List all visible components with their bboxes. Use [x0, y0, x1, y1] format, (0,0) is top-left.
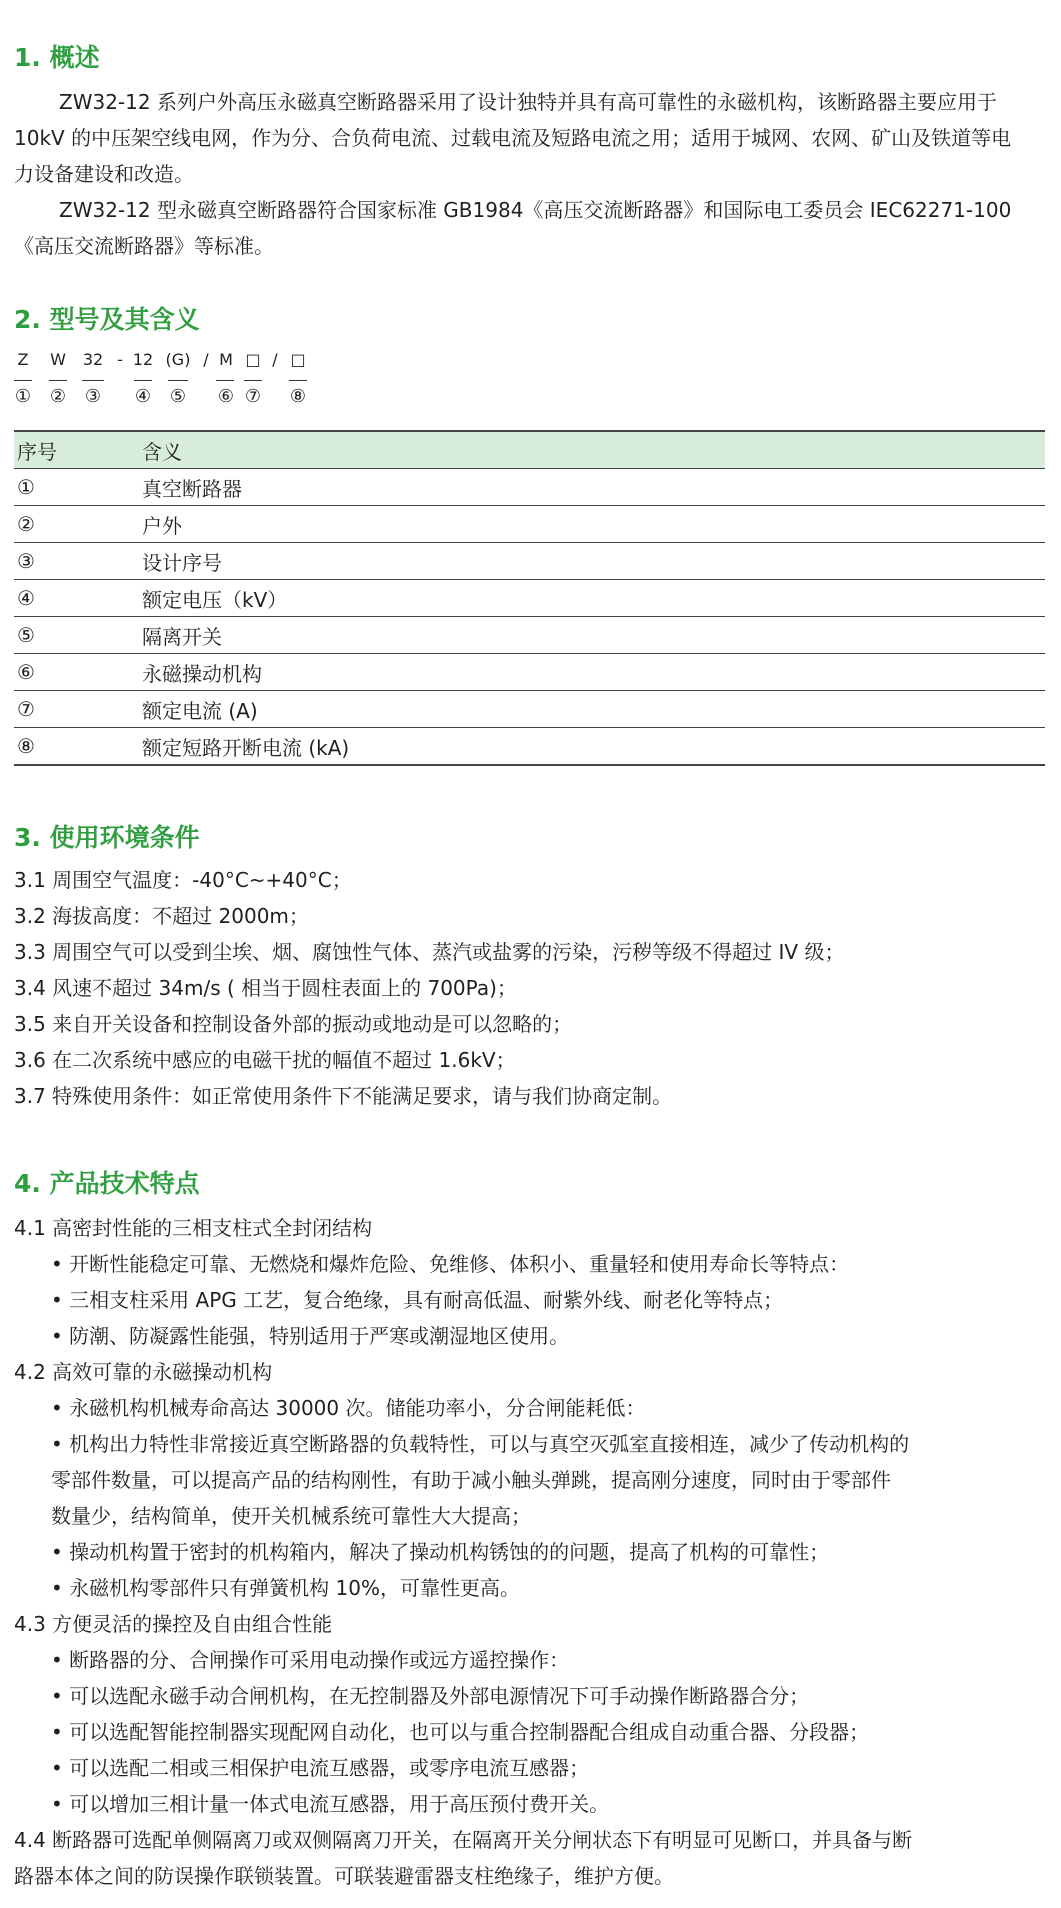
code-number: ⑦: [244, 386, 262, 407]
table-cell: ②: [14, 506, 142, 543]
code-number: ③: [84, 386, 102, 407]
code-char: □: [245, 350, 261, 369]
table-cell: 设计序号: [142, 543, 1045, 580]
code-underline: [14, 380, 32, 381]
table-row: [14, 469, 1045, 506]
code-char: -: [117, 350, 123, 369]
table-header-row: [14, 431, 1045, 469]
code-char: Z: [17, 350, 29, 369]
condition-item: 3.3 周围空气可以受到尘埃、烟、腐蚀性气体、蒸汽或盐雾的污染，污秽等级不得超过 IV 级；: [14, 940, 845, 964]
code-char: □: [290, 350, 306, 369]
table-cell: 隔离开关: [142, 617, 1045, 654]
code-char: 12: [132, 350, 154, 369]
feature-bullet: • 三相支柱采用 APG 工艺，复合绝缘，具有耐高低温、耐紫外线、耐老化等特点；: [51, 1288, 784, 1312]
table-header: 含义: [142, 431, 1045, 469]
code-number: ②: [49, 386, 67, 407]
code-char: W: [50, 350, 66, 369]
table-row: [14, 691, 1045, 728]
code-underline: [134, 380, 152, 381]
table-row: [14, 617, 1045, 654]
code-underline: [168, 380, 188, 381]
feature-heading-4-2: 4.2 高效可靠的永磁操动机构: [14, 1360, 273, 1384]
code-char: 32: [82, 350, 104, 369]
feature-bullet: • 永磁机构机械寿命高达 30000 次。储能功率小，分合闸能耗低：: [51, 1396, 646, 1420]
feature-bullet: • 断路器的分、合闸操作可采用电动操作或远方遥控操作：: [51, 1648, 570, 1672]
section-1-paragraph-2: ZW32-12 型永磁真空断路器符合国家标准 GB1984《高压交流断路器》和国际电工委员会 IEC62271-100《高压交流断路器》等标准。: [14, 198, 1012, 258]
table-row: [14, 654, 1045, 691]
feature-heading-4-1: 4.1 高密封性能的三相支柱式全封闭结构: [14, 1216, 373, 1240]
feature-bullet: • 开断性能稳定可靠、无燃烧和爆炸危险、免维修、体积小、重量轻和使用寿命长等特点：: [51, 1252, 850, 1276]
code-number: ④: [134, 386, 152, 407]
feature-bullet: • 可以增加三相计量一体式电流互感器，用于高压预付费开关。: [51, 1792, 610, 1816]
feature-bullet-continuation: 零部件数量，可以提高产品的结构刚性，有助于减小触头弹跳，提高刚分速度，同时由于零部件: [51, 1468, 891, 1492]
code-char: /: [272, 350, 278, 369]
table-cell: ⑧: [14, 728, 142, 766]
section-3-title: 3. 使用环境条件: [14, 823, 200, 852]
model-code: [0, 350, 400, 410]
feature-bullet: • 操动机构置于密封的机构箱内，解决了操动机构锈蚀的的问题，提高了机构的可靠性；: [51, 1540, 830, 1564]
table-cell: ⑦: [14, 691, 142, 728]
condition-item: 3.2 海拔高度：不超过 2000m；: [14, 904, 309, 928]
table-cell: ④: [14, 580, 142, 617]
condition-item: 3.1 周围空气温度：-40°C~+40°C；: [14, 868, 352, 892]
code-number: ⑤: [169, 386, 187, 407]
table-row: [14, 543, 1045, 580]
feature-heading-4-4-continuation: 路器本体之间的防误操作联锁装置。可联装避雷器支柱绝缘子，维护方便。: [14, 1864, 674, 1888]
condition-item: 3.5 来自开关设备和控制设备外部的振动或地动是可以忽略的；: [14, 1012, 573, 1036]
table-cell: ③: [14, 543, 142, 580]
code-number: ⑥: [217, 386, 235, 407]
code-number: ⑧: [289, 386, 307, 407]
table-cell: 额定电压（kV）: [142, 580, 1045, 617]
table-cell: ⑥: [14, 654, 142, 691]
table-cell: 永磁操动机构: [142, 654, 1045, 691]
model-meaning-table: [14, 430, 1045, 766]
feature-bullet: • 可以选配永磁手动合闸机构，在无控制器及外部电源情况下可手动操作断路器合分；: [51, 1684, 810, 1708]
table-cell: ①: [14, 469, 142, 506]
feature-bullet: • 永磁机构零部件只有弹簧机构 10%，可靠性更高。: [51, 1576, 520, 1600]
code-number: ①: [14, 386, 32, 407]
condition-item: 3.4 风速不超过 34m/s ( 相当于圆柱表面上的 700Pa)；: [14, 976, 517, 1000]
table-cell: 真空断路器: [142, 469, 1045, 506]
table-row: [14, 728, 1045, 766]
feature-bullet: • 可以选配二相或三相保护电流互感器，或零序电流互感器；: [51, 1756, 590, 1780]
condition-item: 3.7 特殊使用条件：如正常使用条件下不能满足要求，请与我们协商定制。: [14, 1084, 673, 1108]
code-underline: [244, 380, 262, 381]
section-2-title: 2. 型号及其含义: [14, 305, 200, 334]
code-char: (G): [165, 350, 191, 369]
table-cell: 额定短路开断电流 (kA): [142, 728, 1045, 766]
table-header: 序号: [14, 431, 142, 469]
section-1-paragraph-1: ZW32-12 系列户外高压永磁真空断路器采用了设计独特并具有高可靠性的永磁机构，该断路器主要应用于 10kV 的中压架空线电网，作为分、合负荷电流、过载电流及短路电流之用；适用于城网、农网、矿山及铁道等电力设备建设和改造。: [14, 90, 1012, 186]
section-4-title: 4. 产品技术特点: [14, 1169, 200, 1198]
table-row: [14, 506, 1045, 543]
code-underline: [216, 380, 234, 381]
feature-bullet: • 可以选配智能控制器实现配网自动化，也可以与重合控制器配合组成自动重合器、分段器；: [51, 1720, 870, 1744]
code-char: /: [203, 350, 209, 369]
table-cell: ⑤: [14, 617, 142, 654]
feature-heading-4-3: 4.3 方便灵活的操控及自由组合性能: [14, 1612, 333, 1636]
condition-item: 3.6 在二次系统中感应的电磁干扰的幅值不超过 1.6kV；: [14, 1048, 516, 1072]
feature-bullet: • 防潮、防凝露性能强，特别适用于严寒或潮湿地区使用。: [51, 1324, 570, 1348]
feature-bullet-continuation: 数量少，结构简单，使开关机械系统可靠性大大提高；: [51, 1504, 531, 1528]
code-underline: [82, 380, 104, 381]
code-char: M: [219, 350, 233, 369]
code-underline: [289, 380, 307, 381]
table-cell: 额定电流 (A): [142, 691, 1045, 728]
section-1-title: 1. 概述: [14, 43, 100, 72]
feature-heading-4-4: 4.4 断路器可选配单侧隔离刀或双侧隔离刀开关，在隔离开关分闸状态下有明显可见断口，并具备与断: [14, 1828, 913, 1852]
table-row: [14, 580, 1045, 617]
table-cell: 户外: [142, 506, 1045, 543]
feature-bullet: • 机构出力特性非常接近真空断路器的负载特性，可以与真空灭弧室直接相连，减少了传动机构的: [51, 1432, 910, 1456]
code-underline: [49, 380, 67, 381]
